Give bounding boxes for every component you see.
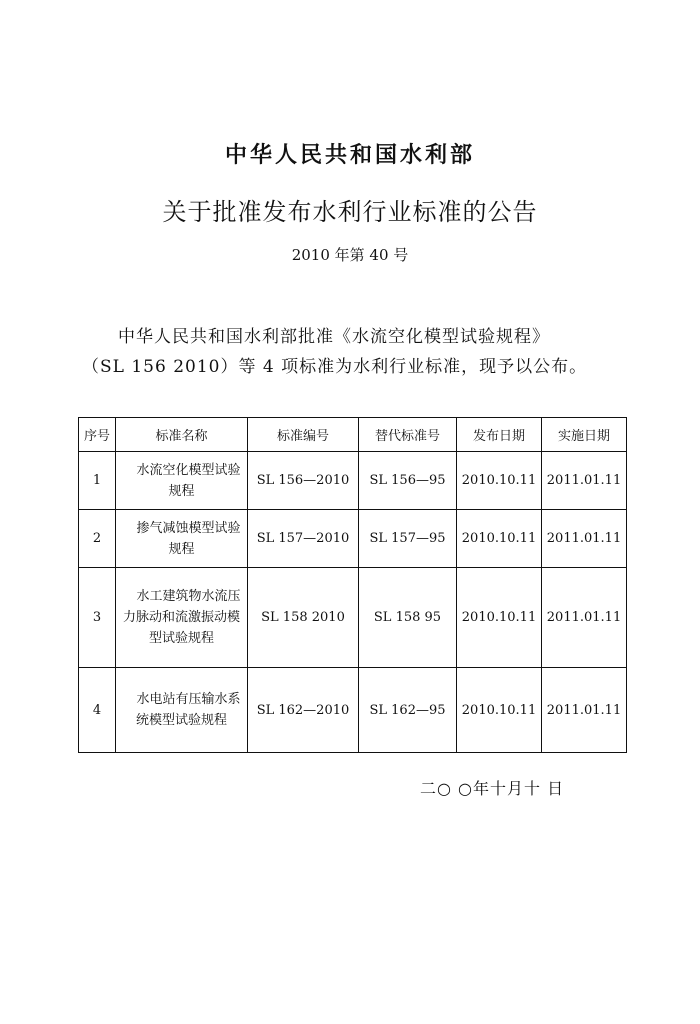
row-name (116, 568, 248, 668)
row-effective: 2011.01.11 (542, 668, 627, 753)
row-code: SL 162—2010 (248, 668, 359, 753)
row-index: 3 (79, 568, 116, 668)
header-issued: 发布日期 (457, 418, 542, 452)
table-row (79, 568, 627, 668)
row-effective: 2011.01.11 (542, 510, 627, 568)
row-replaces: SL 162—95 (359, 668, 457, 753)
row-name-text: 水工建筑物水流压力脉动和流激振动模型试验规程 (122, 589, 241, 646)
header-replaces: 替代标准号 (359, 418, 457, 452)
row-index: 2 (79, 510, 116, 568)
header-effective: 实施日期 (542, 418, 627, 452)
table-row (79, 452, 627, 510)
row-issued: 2010.10.11 (457, 452, 542, 510)
row-issued: 2010.10.11 (457, 568, 542, 668)
table-header-row (79, 418, 627, 452)
body-line-1: 中华人民共和国水利部批准《水流空化模型试验规程》 (118, 327, 550, 347)
row-name (116, 668, 248, 753)
row-effective: 2011.01.11 (542, 452, 627, 510)
table-row (79, 668, 627, 753)
row-name-text: 水流空化模型试验规程 (136, 462, 241, 499)
header-name: 标准名称 (116, 418, 248, 452)
standards-table (78, 417, 627, 753)
announcement-number: 2010 年第 40 号 (291, 246, 409, 264)
announcement-date: 二○ ○年十月十 日 (420, 779, 565, 798)
row-replaces: SL 158 95 (359, 568, 457, 668)
row-name-text: 掺气减蚀模型试验规程 (136, 520, 241, 557)
announcement-body (82, 322, 632, 382)
row-index: 4 (79, 668, 116, 753)
row-issued: 2010.10.11 (457, 510, 542, 568)
header-index: 序号 (79, 418, 116, 452)
row-name (116, 452, 248, 510)
row-effective: 2011.01.11 (542, 568, 627, 668)
row-replaces: SL 157—95 (359, 510, 457, 568)
issuing-organization: 中华人民共和国水利部 (224, 142, 475, 168)
table-row (79, 510, 627, 568)
row-name (116, 510, 248, 568)
row-issued: 2010.10.11 (457, 668, 542, 753)
header-code: 标准编号 (248, 418, 359, 452)
row-code: SL 156—2010 (248, 452, 359, 510)
row-index: 1 (79, 452, 116, 510)
row-name-text: 水电站有压输水系统模型试验规程 (135, 692, 241, 728)
announcement-title: 关于批准发布水利行业标准的公告 (162, 198, 538, 226)
row-replaces: SL 156—95 (359, 452, 457, 510)
body-line-2: （SL 156 2010）等 4 项标准为水利行业标准，现予以公布。 (82, 357, 588, 377)
row-code: SL 158 2010 (248, 568, 359, 668)
row-code: SL 157—2010 (248, 510, 359, 568)
